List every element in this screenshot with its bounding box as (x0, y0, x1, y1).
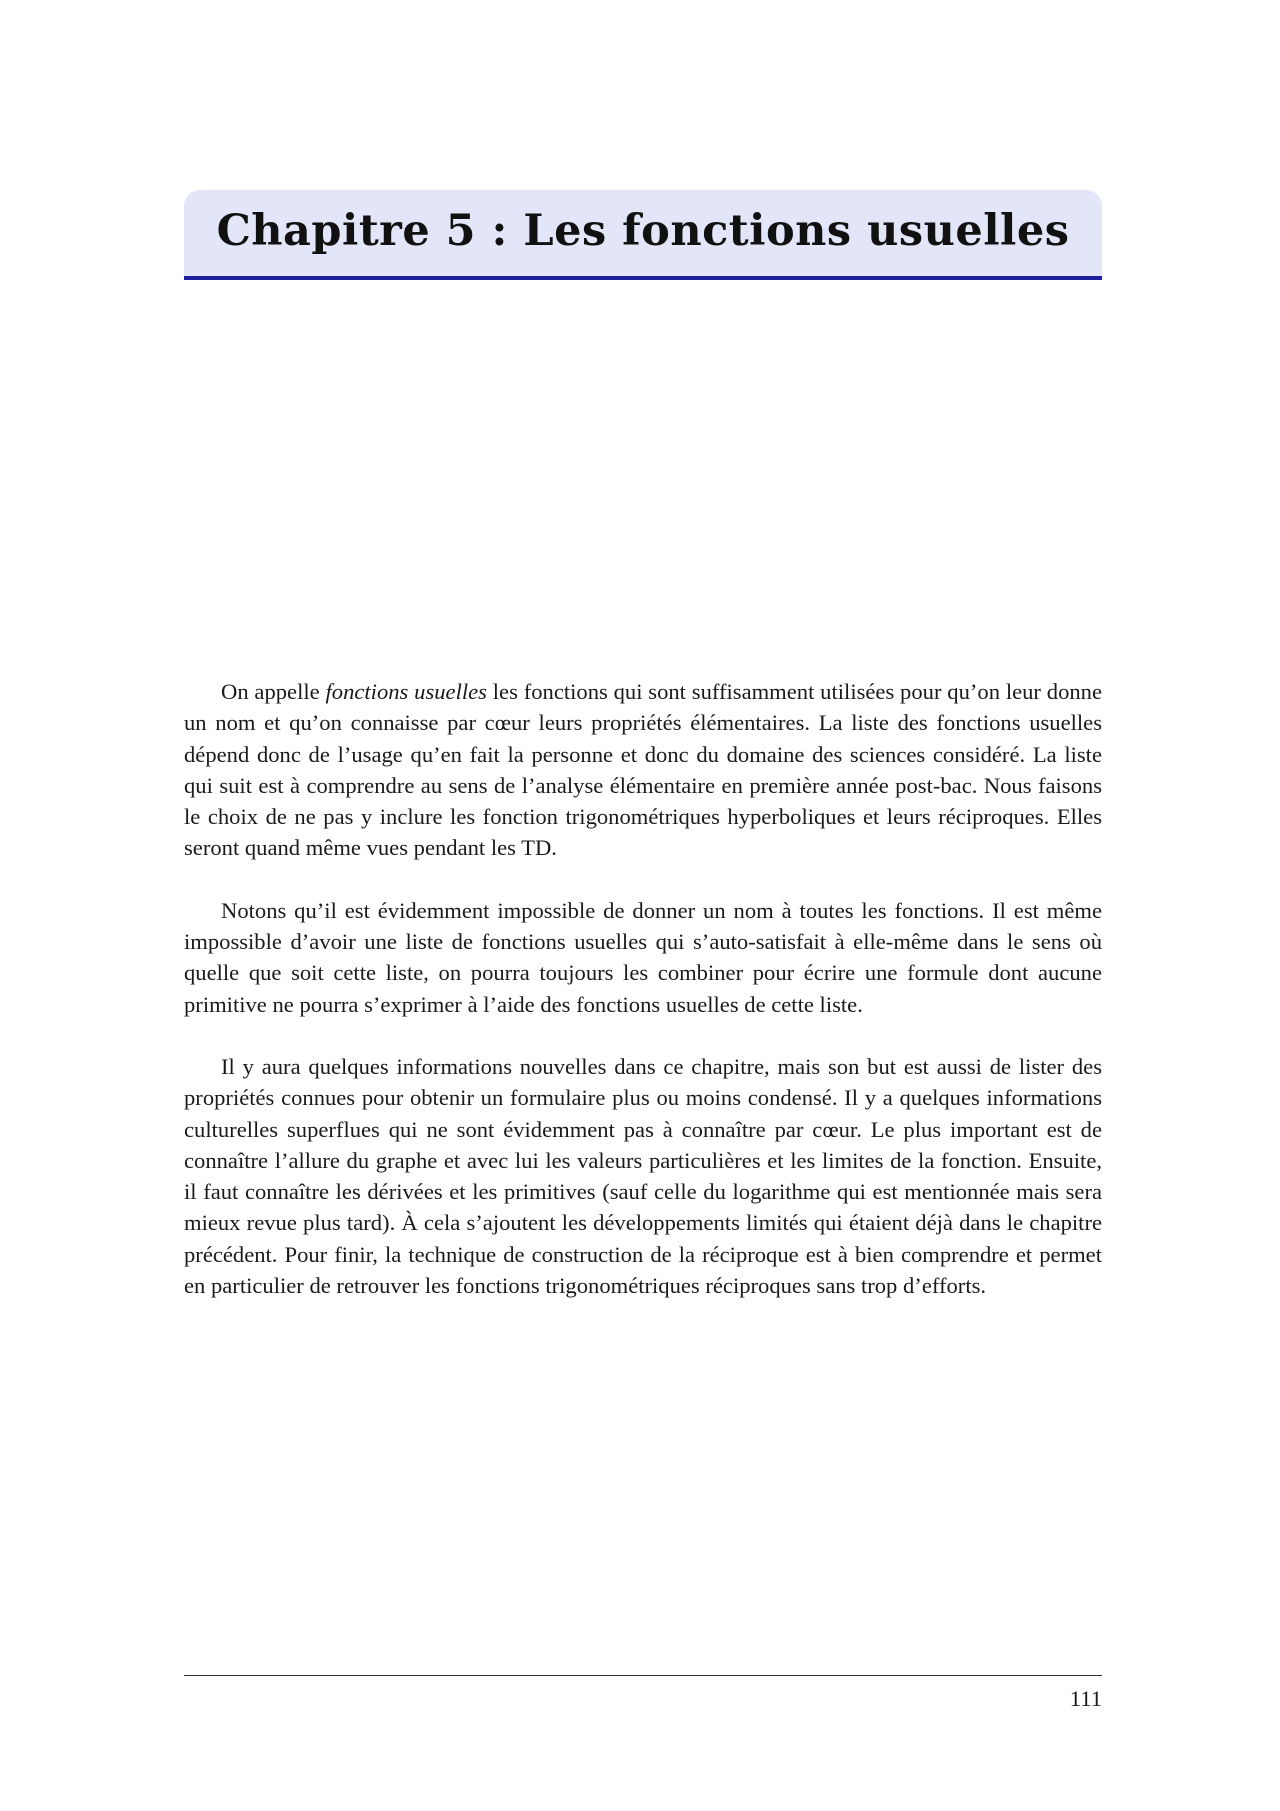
chapter-title: Chapitre 5 : Les fonctions usuelles (216, 206, 1070, 256)
footer-divider (184, 1675, 1102, 1676)
paragraph-1 (184, 676, 1102, 864)
paragraph-1-rest: les fonctions qui sont suffisamment utilisées pour qu’on leur donne un nom et qu’on connaisse par cœur leurs propriétés élémentaires. La liste des fonctions usuelles dépend donc de l’usage qu’en fait la personne et donc du domaine des sciences considéré. La liste qui suit est à comprendre au sens de l’analyse élémentaire en première année post-bac. Nous faisons le choix de ne pas y inclure les fonction trigonométriques hyperboliques et leurs réciproques. Elles seront quand même vues pendant les TD. (184, 679, 1102, 861)
paragraph-3: Il y aura quelques informations nouvelles dans ce chapitre, mais son but est aussi de lister des propriétés connues pour obtenir un formulaire plus ou moins condensé. Il y a quelques informations culturelles superflues qui ne sont évidemment pas à connaître par cœur. Le plus important est de connaître l’allure du graphe et avec lui les valeurs particulières et les limites de la fonction. Ensuite, il faut connaître les dérivées et les primitives (sauf celle du logarithme qui est mentionnée mais sera mieux revue plus tard). À cela s’ajoutent les développements limités qui étaient déjà dans le chapitre précédent. Pour finir, la technique de construction de la réciproque est à bien comprendre et permet en particulier de retrouver les fonctions trigonométriques réciproques sans trop d’efforts. (184, 1053, 1102, 1299)
chapter-title-box (184, 190, 1102, 280)
chapter-introduction (184, 676, 1102, 1301)
paragraph-2: Notons qu’il est évidemment impossible de donner un nom à toutes les fonctions. Il est même impossible d’avoir une liste de fonctions usuelles qui s’auto-satisfait à elle-même dans le sens où quelle que soit cette liste, on pourra toujours les combiner pour écrire une formule dont aucune primitive ne pourra s’exprimer à l’aide des fonctions usuelles de cette liste. (184, 897, 1102, 1017)
paragraph-1-emphasis: fonctions usuelles (325, 679, 487, 704)
paragraph-1-lead: On appelle (221, 679, 326, 704)
page-number: 111 (1069, 1686, 1102, 1711)
